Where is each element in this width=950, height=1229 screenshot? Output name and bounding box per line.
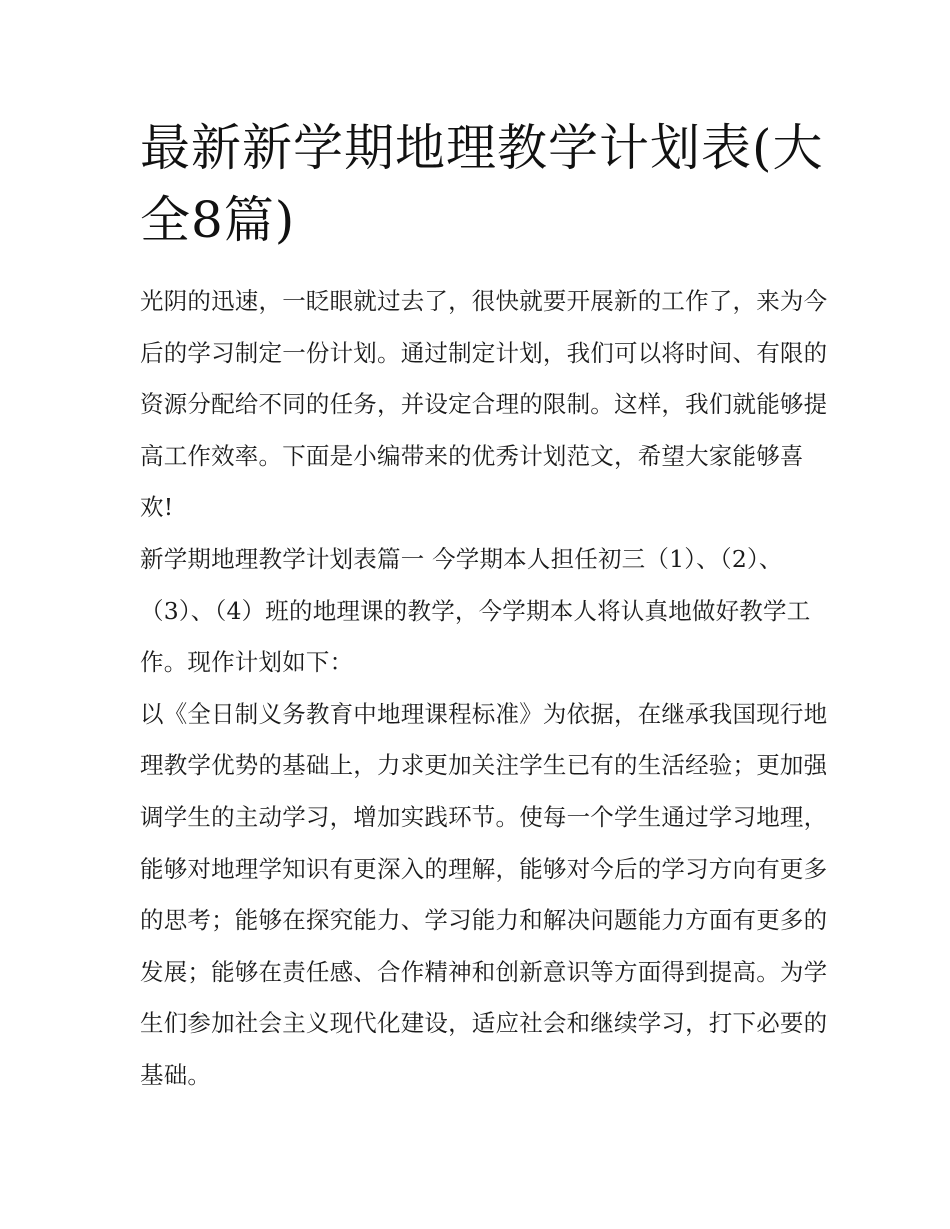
- curriculum-standard-paragraph: 以《全日制义务教育中地理课程标准》为依据，在继承我国现行地理教学优势的基础上，力求更加关注学生已有的生活经验；更加强调学生的主动学习，增加实践环节。使每一个学生通过学习地理，能够对地理学知识有更深入的理解，能够对今后的学习方向有更多的思考；能够在探究能力、学习能力和解决问题能力方面有更多的发展；能够在责任感、合作精神和创新意识等方面得到提高。为学生们参加社会主义现代化建设，适应社会和继续学习，打下必要的基础。: [140, 699, 828, 1089]
- section-one-paragraph: 新学期地理教学计划表篇一 今学期本人担任初三（1）、（2）、（3）、（4）班的地理课的教学，今学期本人将认真地做好教学工作。现作计划如下：: [140, 544, 811, 677]
- document-body: [140, 276, 830, 1102]
- intro-paragraph: 光阴的迅速，一眨眼就过去了，很快就要开展新的工作了，来为今后的学习制定一份计划。通过制定计划，我们可以将时间、有限的资源分配给不同的任务，并设定合理的限制。这样，我们就能够提高工作效率。下面是小编带来的优秀计划范文，希望大家能够喜欢!: [140, 287, 828, 522]
- document-title: 最新新学期地理教学计划表(大全8篇): [140, 119, 824, 249]
